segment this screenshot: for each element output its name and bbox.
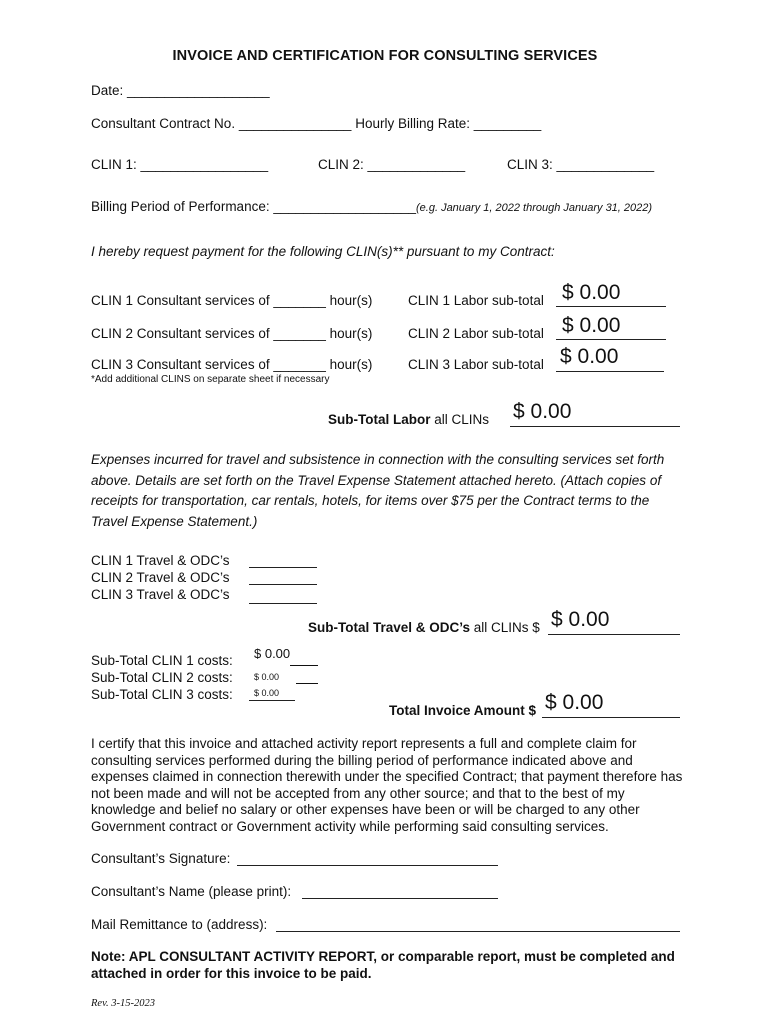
clin2-services-field[interactable]: CLIN 2 Consultant services of _______ hour(s) <box>91 326 373 341</box>
subtotal-travel-bold: Sub-Total Travel & ODC’s <box>308 620 471 635</box>
clin1-labor-subtotal-label: CLIN 1 Labor sub-total <box>408 293 544 308</box>
date-field[interactable]: Date: ___________________ <box>91 83 270 98</box>
clin1-services-field[interactable]: CLIN 1 Consultant services of _______ hour(s) <box>91 293 373 308</box>
subtotal-labor-label <box>328 412 489 427</box>
clin1-field[interactable]: CLIN 1: _________________ <box>91 157 269 172</box>
additional-clins-note: *Add additional CLINS on separate sheet if necessary <box>91 374 330 385</box>
certification-text: I certify that this invoice and attached activity report represents a full and complete claim for consulting services performed during the billing period of performance indicated above and expenses claimed in connection therewith under the specified Contract; that payment therefore has not been made and will not be accepted from any other source; and that to the best of my knowledge and belief no salary or other expenses have been or will be charged to any other Government contract or Government activity while performing said consulting services. <box>91 736 683 834</box>
clin2-travel-field[interactable] <box>249 584 317 585</box>
clin2-field[interactable]: CLIN 2: _____________ <box>318 157 466 172</box>
signature-label: Consultant’s Signature: <box>91 851 231 866</box>
subtotal-labor-value[interactable]: $ 0.00 <box>513 400 572 423</box>
total-invoice-value[interactable]: $ 0.00 <box>545 691 604 714</box>
remittance-label: Mail Remittance to (address): <box>91 917 268 932</box>
clin3-labor-subtotal-label: CLIN 3 Labor sub-total <box>408 357 544 372</box>
note-text: Note: APL CONSULTANT ACTIVITY REPORT, or comparable report, must be completed and attached in order for this invoice to be paid. <box>91 949 675 981</box>
clin2-labor-subtotal-value[interactable]: $ 0.00 <box>562 314 621 337</box>
clin1-travel-field[interactable] <box>249 567 317 568</box>
total-invoice-label: Total Invoice Amount $ <box>389 703 537 718</box>
clin1-costs-value[interactable]: $ 0.00 <box>254 646 291 661</box>
clin2-travel-label: CLIN 2 Travel & ODC’s <box>91 570 230 585</box>
expenses-text: Expenses incurred for travel and subsistence in connection with the consulting services set forth above. Details are set forth on the Travel Expense Statement attached hereto. (Attach copies of receipts for transportation, car rentals, hotels, for items over $75 per the Contract terms to the Travel Expense Statement.) <box>91 452 665 529</box>
clin3-costs-value[interactable]: $ 0.00 <box>254 688 280 698</box>
clin2-costs-value[interactable]: $ 0.00 <box>254 672 280 682</box>
billing-period-example: (e.g. January 1, 2022 through January 31, 2022) <box>416 202 653 214</box>
clin1-labor-subtotal-value[interactable]: $ 0.00 <box>562 281 621 304</box>
clin3-services-field[interactable]: CLIN 3 Consultant services of _______ hour(s) <box>91 357 373 372</box>
clin3-field[interactable]: CLIN 3: _____________ <box>507 157 655 172</box>
subtotal-labor-rest: all CLINs <box>430 412 490 427</box>
billing-period-field[interactable] <box>91 199 652 214</box>
clin1-costs-label: Sub-Total CLIN 1 costs: <box>91 653 233 668</box>
revision-date: Rev. 3-15-2023 <box>91 998 155 1009</box>
billing-period-label: Billing Period of Performance: ___________________ <box>91 199 416 214</box>
request-text: I hereby request payment for the following CLIN(s)** pursuant to my Contract: <box>91 244 555 259</box>
remittance-field[interactable] <box>276 931 680 932</box>
clin2-costs-label: Sub-Total CLIN 2 costs: <box>91 670 233 685</box>
subtotal-travel-label <box>308 620 540 635</box>
clin2-labor-subtotal-label: CLIN 2 Labor sub-total <box>408 326 544 341</box>
clin3-travel-field[interactable] <box>249 603 317 604</box>
clin2-costs-line <box>296 683 318 684</box>
subtotal-labor-line <box>510 426 680 427</box>
name-field[interactable] <box>302 898 498 899</box>
clin3-labor-subtotal-value[interactable]: $ 0.00 <box>560 345 619 368</box>
subtotal-travel-line <box>548 634 680 635</box>
clin1-costs-line <box>290 665 318 666</box>
subtotal-travel-value[interactable]: $ 0.00 <box>551 608 610 631</box>
clin3-costs-line <box>249 700 295 701</box>
clin3-costs-label: Sub-Total CLIN 3 costs: <box>91 687 233 702</box>
name-label: Consultant’s Name (please print): <box>91 884 292 899</box>
clin2-labor-subtotal-line <box>556 339 666 340</box>
contract-rate-field[interactable]: Consultant Contract No. _______________ Hourly Billing Rate: _________ <box>91 116 542 131</box>
subtotal-travel-rest: all CLINs $ <box>470 620 540 635</box>
subtotal-labor-bold: Sub-Total Labor <box>328 412 431 427</box>
clin3-travel-label: CLIN 3 Travel & ODC’s <box>91 587 230 602</box>
clin1-labor-subtotal-line <box>556 306 666 307</box>
page-title: INVOICE AND CERTIFICATION FOR CONSULTING SERVICES <box>172 48 598 64</box>
signature-field[interactable] <box>237 865 498 866</box>
total-invoice-line <box>542 717 680 718</box>
clin3-labor-subtotal-line <box>556 371 664 372</box>
clin1-travel-label: CLIN 1 Travel & ODC’s <box>91 553 230 568</box>
